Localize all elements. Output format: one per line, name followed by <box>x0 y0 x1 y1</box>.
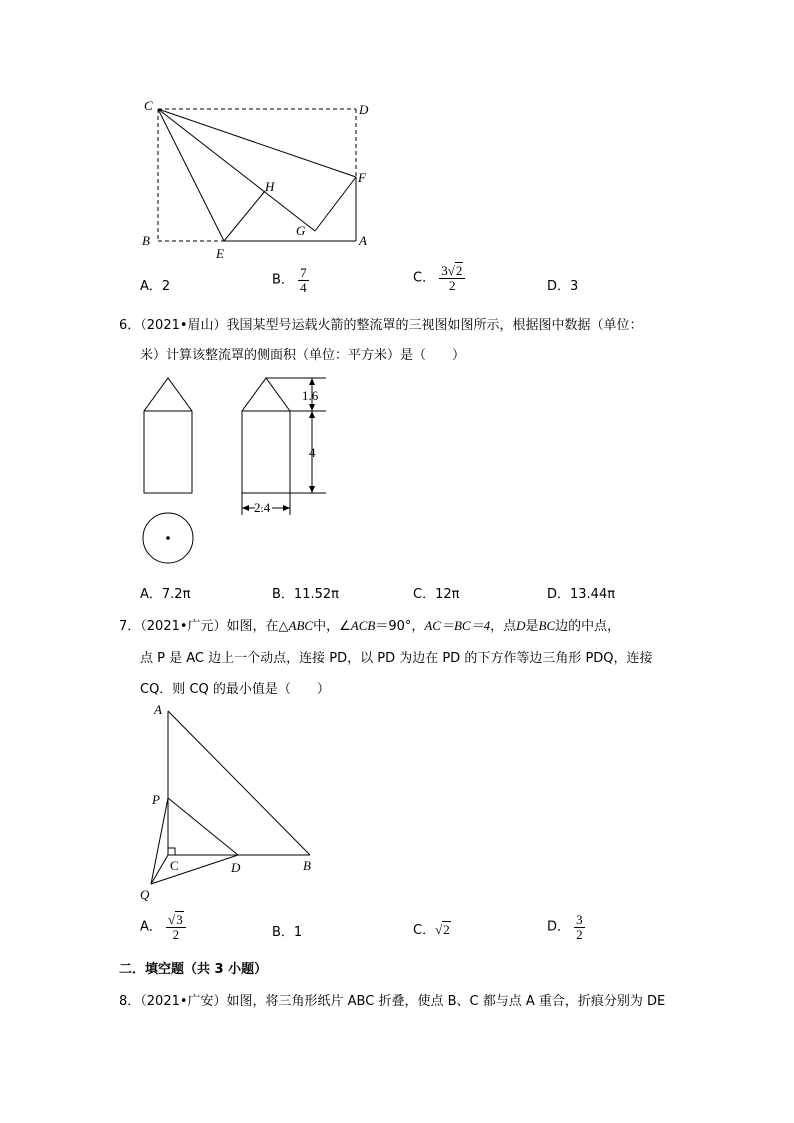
fraction-denominator: 2 <box>449 277 456 293</box>
q7-stem-line2: 点 P 是 AC 边上一个动点，连接 PD，以 PD 为边在 PD 的下方作等边三角形 PDQ，连接 <box>140 651 653 666</box>
q6-stem-line2: 米）计算该整流罩的侧面积（单位：平方米）是（ ） <box>140 348 466 363</box>
fraction <box>298 266 309 294</box>
q7-option-b: B．1 <box>272 925 303 940</box>
dim-cylinder-height: 4 <box>309 445 316 460</box>
q6-option-a: A．7.2π <box>140 587 191 602</box>
label-C: C <box>170 858 179 873</box>
edge-PD <box>168 798 238 855</box>
fraction <box>574 913 585 941</box>
q7-option-a <box>140 913 186 941</box>
text: ＝90°， <box>375 619 425 634</box>
q8-stem-line1: 8．（2021•广安）如图，将三角形纸片 ABC 折叠，使点 B、C 都与点 A 重合，折痕分别为 DE <box>119 994 666 1009</box>
text: 边的中点， <box>555 619 621 634</box>
sqrt: √2 <box>447 263 463 278</box>
radicand: 2 <box>455 263 463 278</box>
label-B: B <box>142 233 150 248</box>
label-P: P <box>152 792 160 807</box>
label-G: G <box>296 223 306 238</box>
q5-option-c <box>413 264 465 292</box>
dim-width: 2.4 <box>254 500 271 515</box>
prefix: A． <box>140 919 162 935</box>
q7-option-d <box>547 913 585 941</box>
section-heading: 二．填空题（共 3 小题） <box>119 962 268 977</box>
fraction-numerator <box>439 264 465 279</box>
q5-option-b-prefix: B． <box>272 272 294 288</box>
label-C: C <box>144 98 153 113</box>
q5-option-d: D．3 <box>547 279 579 294</box>
label-F: F <box>358 170 366 185</box>
label-A: A <box>154 702 162 717</box>
edge-CF <box>158 109 356 177</box>
q6-three-view-figure <box>130 372 350 572</box>
text: 7．（2021•广元）如图，在△ <box>119 619 289 634</box>
front-view-cone <box>144 378 192 411</box>
fraction-numerator <box>166 913 186 928</box>
fraction-denominator: 2 <box>576 926 583 942</box>
prefix: C． <box>413 923 436 938</box>
radicand: 3 <box>176 912 183 927</box>
front-view-cylinder <box>144 411 192 493</box>
edge-AB <box>168 711 310 855</box>
edge-GF <box>315 177 356 231</box>
q6-option-b: B．11.52π <box>272 587 339 602</box>
text: 是 <box>525 619 539 634</box>
fraction <box>439 264 465 292</box>
q5-figure <box>130 92 380 262</box>
radicand: 2 <box>443 922 450 937</box>
math: AC＝BC＝4 <box>424 618 491 633</box>
side-view-cylinder <box>242 411 290 493</box>
sqrt: √2 <box>435 922 450 937</box>
fraction <box>166 913 186 941</box>
math: ABC <box>288 618 314 633</box>
q7-figure <box>135 698 335 908</box>
label-Q: Q <box>140 887 150 902</box>
q5-option-b <box>272 266 309 294</box>
math: BC <box>538 618 556 633</box>
text: ，点 <box>490 619 517 634</box>
sqrt: √3 <box>168 912 183 927</box>
fraction-numerator: 3 <box>576 912 583 927</box>
q7-stem-line1 <box>119 615 620 634</box>
q6-option-d: D．13.44π <box>547 587 616 602</box>
edge-PQ <box>151 798 168 884</box>
label-E: E <box>216 246 224 261</box>
fraction-numerator: 7 <box>300 265 307 280</box>
label-B: B <box>303 858 311 873</box>
edge-QD <box>151 855 238 884</box>
math: ACB <box>350 618 376 633</box>
side-view-cone <box>242 378 290 411</box>
coef: 3 <box>441 263 448 278</box>
label-H: H <box>265 179 275 194</box>
label-D: D <box>359 102 369 117</box>
edge-CG <box>158 109 315 231</box>
math: D <box>516 618 526 633</box>
q7-stem-line3: CQ．则 CQ 的最小值是（ ） <box>140 682 330 697</box>
fraction-denominator: 2 <box>172 926 180 942</box>
q6-option-c: C．12π <box>413 587 460 602</box>
prefix: D． <box>547 919 571 935</box>
right-angle-mark <box>168 848 175 855</box>
edge-EH <box>224 191 265 241</box>
fraction-denominator: 4 <box>300 279 307 295</box>
q6-stem-line1: 6．（2021•眉山）我国某型号运载火箭的整流罩的三视图如图所示，根据图中数据（单位： <box>119 318 643 333</box>
q5-option-c-prefix: C． <box>413 270 436 286</box>
label-A: A <box>359 233 367 248</box>
q5-option-a: A．2 <box>140 279 171 294</box>
top-view-center-dot <box>166 536 170 540</box>
edge-CE <box>158 109 224 241</box>
dim-cone-height: 1.6 <box>302 388 319 403</box>
label-D: D <box>231 860 241 875</box>
text: 中，∠ <box>313 619 351 634</box>
q7-option-c <box>413 919 451 938</box>
